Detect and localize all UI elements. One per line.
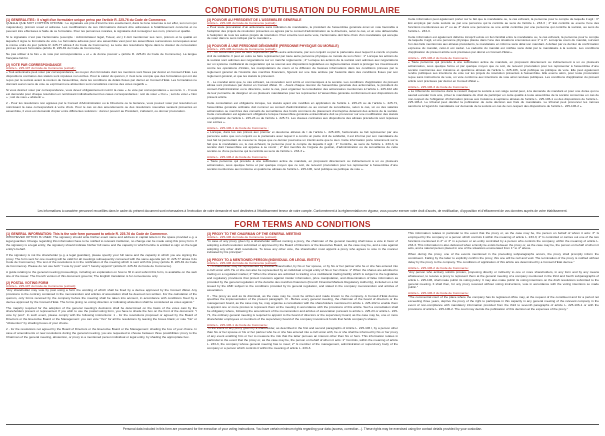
section-body-text: Cette information peut également porter sur le fait que le mandataire ou, le cas échéant, la personne pour le compte de laquelle il agit : 3° Est employé par cette société ou par une personne qui la contrôle au sens de l'article L. 233-3 ; 4° Est contrôlé ou exerce l'une des fonctions mentionnées au 2° ou au 3° dans une personne ou une entité contrôlée par une personne qui contrôle la société, au sens de l'article L. 233-3. bbox=[408, 18, 599, 33]
title-french: CONDITIONS D'UTILISATION DU FORMULAIRE bbox=[204, 5, 401, 15]
section-body-text: Ne pas utiliser à la fois « Je vote par correspondance » et « Je donne pouvoir » (article R. 225-81 du Code de Commerce). La langue française fait foi. bbox=[6, 52, 197, 61]
french-privacy-note: Les informations à caractère personnel recueillies dans le cadre du présent document sont nécessaires à l'exécution de votre demande et sont destinées à l'établissement teneur de votre compte. Conformément à la réglementation en vigueur, vous pouvez exercer votre droit d'accès, de rectification, d'opposition et d'effacement de vos données auprès de votre établissement. bbox=[37, 209, 568, 213]
terms-section bbox=[408, 86, 599, 109]
terms-section bbox=[207, 81, 398, 100]
section-body-text: WHICHEVER OPTION IS USED: The signatory should write his/her exact name and address in capital letters in the space provided e.g. a legal guardian: Change regarding this information have to be notified to relevant institution, no change can be made using this proxy form. If the signatory is a legal entity, the signatory should indicate his/her full name and the capacity in which he/she is entitled to sign on the legal entity's behalf. bbox=[6, 235, 197, 251]
article-reference: Article L. 225-106-1 du Code de Commerce : bbox=[207, 126, 269, 131]
section-body-text: « I. - Un actionnaire peut se faire représenter par un autre actionnaire, par son conjoint ou par le partenaire avec lequel il a conclu un pacte civil de solidarité. Il peut en outre se faire représenter par toute autre personne physique ou morale de son choix : 1° Lorsque les actions de la société sont admises aux négociations sur un marché réglementé ; 2° Lorsque les actions de la société sont admises aux négociations sur un système multilatéral de négociation qui se soumet aux dispositions législatives ou réglementaires visant à protéger les investisseurs contre les opérations d'initiés, les manipulations de cours et la diffusion de fausses informations dans les conditions prévues par le règlement général de l'Autorité des marchés financiers, figurant sur une liste arrêtée par l'autorité dans des conditions fixées par son règlement général, et que les statuts le prévoient. bbox=[207, 50, 398, 78]
section-body-text: II - The proxy as well as its dismissal, as the case may be, must be written and made known to the company. A Conseil d'Etat decree specifies the implementation of the present paragraph. III - Before every general meeting, the chairman of the board of directors or the management board, as the case may be, may organise a consultation with the shareholders mentioned in article L. 225-102 to enable them to appoint one or more proxies to represent them at the meeting in accordance with the provisions of this article. Such a consultation shall be obligatory where, following the amendment of the memorandum and articles of association pursuant to article L. 225-23 or article L. 225-71, the ordinary general meeting is required to appoint to the board of directors or the supervisory board, as the case may be, one or more shareholder employees or members of the supervisory board of the company investment funds that holds company's shares. bbox=[207, 293, 398, 321]
section-body-text: The majority required for the adoption of the general meeting's decisions shall be determined on the basis of the votes cast by the shareholders present or represented. If you wish to use the postal voting form, you have to shade the box on the front of the document: "I vote by post". In such event, please comply with the following instructions: 1 - for the resolutions proposed or agreed by the Board of Directors or the Executive Board or the Management: you can vote "Yes" for all the resolutions by leaving the boxes blank; or vote "No" or "Abstention" by shading boxes of your choice. bbox=[6, 305, 197, 325]
section-body-text: 2 - Pour les résolutions non agréées par le Conseil d'Administration ou le Directoire ou la Gérance, vous pouvez voter par résolution en noircissant la case correspondant à votre choix. Pour le cas où des amendements ou des résolutions nouvelles seraient présentés en assemblée, il vous est demandé d'opter entre différentes solutions : donner pouvoir au Président, s'abstenir, ou donner procuration. bbox=[6, 101, 197, 114]
terms-section bbox=[408, 292, 599, 311]
section-heading: (2) VOTE PAR CORRESPONDANCE bbox=[6, 63, 62, 68]
section-heading: (1) GENERALITES : Il s'agit d'un formulaire unique prévu par l'article R. 225-76 du Code de Commerce. bbox=[6, 18, 167, 22]
section-body-text: Cette consultation est obligatoire lorsque, les statuts ayant été modifiés en application de l'article L. 225-23 ou de l'article L. 225-71, l'assemblée générale ordinaire doit nommer au conseil d'administration ou au conseil de surveillance, selon le cas, un ou des salariés actionnaires ou membres des conseils de surveillance des fonds communs de placement d'entreprise détenant des actions de la société. Cette consultation est également obligatoire lorsque l'assemblée générale extraordinaire doit se prononcer sur une modification des statuts en application de l'article L. 225-23 ou de l'article L. 225-71. Les clauses contraires aux dispositions des alinéas précédents sont réputées non écrites ». bbox=[207, 100, 398, 125]
article-reference: Article L. 225-106-3 du Code de Commerce : bbox=[408, 85, 470, 90]
terms-section bbox=[207, 295, 398, 322]
french-column-1 bbox=[6, 18, 197, 208]
article-reference: Article L. 225-107 du Code de Commerce (extract): bbox=[6, 284, 77, 289]
article-reference: Article L. 225-106-2 du Code de Commerce : bbox=[408, 55, 470, 60]
terms-section bbox=[408, 232, 599, 251]
terms-section bbox=[6, 328, 197, 340]
divider-bottom bbox=[6, 424, 599, 425]
terms-section bbox=[408, 267, 599, 290]
section-body-text: "The commercial court of the place where the company has its registered office may, at the request of the constituent and for a period not exceeding three years, deprive the proxy of the right to participate in this capacity in any general meeting of the relevant company in the event of non-compliance with mandatory information provided from the third to seventh paragraphs of article L. 225-106-1 or with the provisions of article L. 225-106-2. The court may decide the publication of this decision at the expenses of the proxy." bbox=[408, 295, 599, 311]
terms-section bbox=[6, 254, 197, 269]
divider-top bbox=[6, 15, 599, 16]
section-heading: (4) POUVOIR À UNE PERSONNE DÉNOMMÉE (PERSONNE PHYSIQUE OU MORALE) bbox=[207, 43, 339, 48]
french-column-2 bbox=[207, 18, 398, 208]
section-body-text: « Tout actionnaire peut voter par correspondance, au moyen d'un formulaire dont les mentions sont fixées par décret en Conseil d'Etat. Les dispositions contraires des statuts sont réputées non écrites. Pour le calcul du quorum, il n'est tenu compte que des formulaires qui ont été reçus par la société avant la réunion de l'assemblée, dans les conditions de délais fixées par décret en Conseil d'Etat. Les formulaires ne donnant aucun sens de vote ou exprimant une abstention sont considérés comme des votes négatifs ». bbox=[6, 70, 197, 86]
terms-section bbox=[408, 36, 599, 55]
terms-section bbox=[207, 232, 398, 255]
section-body-text: Si vous désirez voter par correspondance, vous devez obligatoirement noircir la case « Je vote par correspondance » au recto. 1 - Il vous est demandé pour chaque résolution en noircissant individuellement les cases correspondantes : soit de voter « Oui » ; soit de voter « Non » ; soit de vous « abstenir ». bbox=[6, 87, 197, 100]
terms-section bbox=[6, 63, 197, 86]
section-heading: (1) GENERAL INFORMATION: This is the sole form pursuant to article R. 225-76 du Code de Commerce. bbox=[6, 232, 168, 236]
article-reference: Article L. 225-106-2 du Code de Commerce : bbox=[207, 155, 269, 160]
terms-section bbox=[6, 53, 197, 61]
section-heading: (4) PROXY TO A MENTIONED PERSON (INDIVIDUAL OR LEGAL ENTITY) bbox=[207, 257, 320, 262]
english-column-3 bbox=[408, 232, 599, 422]
title-english: FORM TERMS AND CONDITIONS bbox=[234, 219, 371, 229]
article-reference: Article L. 225-106-2 du Code de Commerce: bbox=[408, 266, 469, 271]
section-heading: (2) POSTAL VOTING FORM bbox=[6, 281, 49, 286]
english-column-1 bbox=[6, 232, 197, 422]
section-heading: (3) POUVOIR AU PRÉSIDENT DE L'ASSEMBLÉE GÉNÉRALE bbox=[207, 18, 302, 22]
section-body-text: This information relates in particular to the event that the proxy or, as the case may be, the person on behalf of whom it acts: 3° Is employed by the company or a person which controls it within the meaning of article L. 233-3; 4° Is controlled or carries out one of the two functions mentioned in 2° or 3° in a person or an entity controlled by a person who controls the company, within the meaning of article L. 233-3. This information is also delivered when a family tie exists between the proxy or, as the case may be, the person on behalf of whom it acts, and a natural person placed in one of the situations enumerated from 1° to 4° above. bbox=[408, 232, 599, 251]
terms-section bbox=[207, 156, 398, 171]
terms-section bbox=[207, 258, 398, 293]
section-body-text: If the signatory is not the shareholder (e.g. a legal guardian), please specify your full name and the capacity in which you are signing the proxy. The form sent for one meeting will be valid for all meetings subsequently convened with the same agenda (art. R. 225-77 alinéa 3 du Code de Commerce). The text of the resolutions is in the notification of the meeting which is sent with this proxy (article R. 225-81 du Code de Commerce). Please do not use both "I vote by post" and "I hereby appoint" (article R. 225-81 du Code de Commerce). bbox=[6, 252, 197, 269]
section-body-text: Cette information est également délivrée lorsqu'il existe un lien familial entre le mandataire ou, le cas échéant, la personne pour le compte de laquelle il agit, et une personne physique placée dans l'une des situations énumérées aux 1° à 4°. Lorsqu'au cours du mandat, survient l'un des faits mentionnés aux alinéas précédents, le mandataire en informe sans délai son mandant. A défaut par ce dernier de confirmation expresse du mandat, celui-ci est caduc. La caducité du mandat est notifiée sans délai par le mandataire à la société. Les conditions d'application du présent article sont précisées par décret en Conseil d'Etat ». bbox=[408, 34, 599, 54]
terms-section bbox=[207, 127, 398, 154]
terms-section bbox=[6, 89, 197, 101]
article-reference: Article L. 225-106 du Code de Commerce (extract): bbox=[207, 235, 278, 240]
terms-section bbox=[408, 18, 599, 33]
divider-middle bbox=[6, 216, 599, 217]
section-body-text: A guide relating to the general meeting proceedings, including an explanation on how to fill in and submit this form, is available on the web site of the issuer. The French version of this document governs; The English translation is for convenience only. bbox=[6, 270, 197, 279]
terms-section bbox=[408, 253, 599, 265]
terms-section bbox=[6, 232, 197, 251]
terms-section bbox=[6, 271, 197, 279]
english-privacy-note: Personal data included in this form are processed for the execution of your voting instructions. You have certain minimum rights regarding your data (access, correction...). These rights may be exercised using the contact details provided by your custodian. bbox=[122, 427, 483, 431]
section-body-text: « Toute personne qui procède à une sollicitation active de mandats, en proposant directement ou indirectement à un ou plusieurs actionnaires, sous quelque forme et par quelque moyen que ce soit, de recevoir procuration pour les représenter à l'assemblée d'une société mentionnée aux troisième et quatrième alinéas de l'article L. 225-106, rend publique sa politique de vote ». bbox=[207, 159, 398, 171]
section-body-text: When during the proxy, one of the events mentioned in the preceding subparagraphs occurs, the proxy shall promptly inform the constituent. Failing by the latter to explicitly confirm the proxy, this one will be null and void. The termination of the proxy is notified without delay by the proxy to the company. The conditions of application of this article are determined by a Conseil d'Etat decree." bbox=[408, 252, 599, 265]
english-column-2 bbox=[207, 232, 398, 422]
terms-section bbox=[6, 307, 197, 326]
terms-section bbox=[207, 324, 398, 351]
section-body-text: Si le signataire n'est pas l'actionnaire (exemple : Administrateur légal, Tuteur, etc.) il doit mentionner ses nom, prénom et la qualité en laquelle il signe le formulaire de vote. Le formulaire adressé pour une assemblée vaut pour les assemblées successives convoquées avec le même ordre du jour (article R. 225-77 alinéa 3 du Code de Commerce). Le texte des résolutions figure dans le dossier de convocation joint au présent formulaire (article R. 225-81 du Code de Commerce). bbox=[6, 34, 197, 51]
terms-section bbox=[6, 281, 197, 304]
section-body-text: « Toute personne qui procède à une sollicitation active de mandats, en proposant directement ou indirectement à un ou plusieurs actionnaires, sous quelque forme et par quelque moyen que ce soit, de recevoir procuration pour les représenter à l'assemblée d'une société mentionnée aux troisième et quatrième alinéas de l'article L. 225-106, rend publique sa politique de vote. Elle peut également rendre publiques ses intentions de vote sur les projets de résolution présentés à l'assemblée. Elle exerce alors, pour toute procuration reçue sans instructions de vote, un vote conforme aux intentions de vote ainsi rendues publiques. Les conditions d'application du présent article sont précisées par décret en Conseil d'Etat ». bbox=[408, 59, 599, 84]
terms-section bbox=[207, 44, 398, 79]
article-reference: Article L. 225-107 du Code de Commerce (extrait) : bbox=[6, 66, 77, 71]
section-body-text: II. - Le mandat ainsi que, le cas échéant, sa révocation sont écrits et communiqués à la société. Les conditions d'application du présent alinéa sont précisées par décret en Conseil d'Etat. III. - Avant chaque réunion de l'assemblée générale des actionnaires, le président du conseil d'administration ou le directoire, selon le cas, peut organiser la consultation des actionnaires mentionnés à l'article L. 225-102 afin de leur permettre de désigner un ou plusieurs mandataires pour les représenter à l'assemblée générale conformément aux dispositions du présent article. bbox=[207, 79, 398, 99]
section-body-text: "In case of any proxy given by a shareholder without naming a proxy, the chairman of the general meeting shall issue a vote in favor of adopting a draft resolution submitted or approved by the Board of Directors or the Executive Board, as the case may be, and a vote against adopting any other draft resolutions. To issue any other vote, the shareholder must appoint a proxy who agrees to vote in the manner indicated by his principal." bbox=[207, 238, 398, 255]
section-body-text: QUELLE QUE SOIT L'OPTION CHOISIE : Le signataire est prié d'inscrire très exactement, dans la zone réservée à cet effet, son nom (en majuscules), prénom usuel et adresse. Les modifications de ces informations doivent être adressées à l'établissement concerné et ne peuvent être effectuées à l'aide de ce formulaire. Pour les personnes morales, le signataire doit renseigner ses nom, prénom et qualité. bbox=[6, 21, 197, 33]
article-reference: Article L. 225-106-3 du Code de Commerce: bbox=[408, 291, 469, 296]
terms-section bbox=[207, 18, 398, 41]
terms-section bbox=[6, 18, 197, 34]
terms-section bbox=[6, 36, 197, 51]
section-body-text: « Lorsque, dans les cas prévus aux premier et deuxième alinéas du I de l'article L. 225-106, l'actionnaire se fait représenter par une personne autre que son conjoint ou le partenaire avec lequel il a conclu un pacte civil de solidarité, il est informé par son mandataire de tout fait lui permettant de mesurer le risque que ce dernier poursuive un intérêt autre que le sien. Cette information porte notamment sur le fait que le mandataire ou, le cas échéant, la personne pour le compte de laquelle il agit : 1° Contrôle, au sens de l'article L. 233-3, la société dont l'assemblée est appelée à se réunir ; 2° Est membre de l'organe de gestion, d'administration ou de surveillance de cette société ou d'une personne qui la contrôle au sens de l'article L. 233-3 ». bbox=[207, 130, 398, 154]
terms-section bbox=[408, 57, 599, 84]
divider-english bbox=[6, 229, 599, 230]
article-reference: Article L. 225-106 du Code de Commerce (extrait) : bbox=[207, 21, 278, 26]
terms-section bbox=[6, 102, 197, 114]
section-body-text: "I - A shareholder may be represented by another shareholder, by his or her spouse, or by his or her partner who he or she has entered into a civil union with. He or she can also be represented by an individual or legal entity of his or her choice: 1° When the shares are admitted to trading on a regulated market; 2° When the shares are admitted to trading on a multilateral trading facility which is subject to the legislative and regulatory provisions that protect investors against insider information, price manipulation, and dissemination of false information as provided by the general regulation of the Autorité des marchés financiers (French Financial Markets Regulatory Authority), included on a list issued by the AMF subject to the conditions provided by its general regulation, and stated in the company memorandum and articles of association. bbox=[207, 264, 398, 292]
section-heading: (3) PROXY TO THE CHAIRMAN OF THE GENERAL MEETING bbox=[207, 232, 302, 236]
section-body-text: "Any shareholder may vote by post using a form the wording of which shall be fixed by a decree approved by the Conseil d'Etat. Any provisions to the contrary contained in the memorandum and articles of association shall be deemed non-written. For the calculation of the quorum, only forms received by the company before the meeting shall be taken into account, in accordance with conditions fixed by a decree approved by the Conseil d'Etat. The forms giving no voting direction or indicating abstention shall be considered as votes against." bbox=[6, 288, 197, 304]
section-body-text: « Pour toute procuration d'un actionnaire sans indication de mandataire, le président de l'assemblée générale émet un vote favorable à l'adoption des projets de résolution présentés ou agréés par le conseil d'administration ou le directoire, selon le cas, et un vote défavorable à l'adoption de tous les autres projets de résolution. Pour émettre tout autre vote, l'actionnaire doit faire choix d'un mandataire qui accepte de voter dans le sens indiqué par le mandant ». bbox=[207, 24, 398, 41]
section-body-text: "In the event of any proxy given by a shareholder, as described in the first and second paragraphs of Article L. 225-106 I, by a person other than his or her spouse or his or her partner who he or she has entered into a civil union with, he or she shall be informed by his or her proxy of any event enabling him or her to measure the risk that the latter pursues an interest other than his or hers. This information relates in particular to the event that the proxy or, as the case may be, the person on behalf of whom it acts: 1° Controls, within the meaning of article L. 233-3, the company whose general meeting has to meet; 2° Is member of the management, administration or supervisory body of the company or a person which controls it within the meaning of article L. 233-3. bbox=[207, 326, 398, 350]
terms-section bbox=[207, 102, 398, 125]
article-reference: Article L. 225-106 du Code de Commerce (extrait) : bbox=[207, 46, 278, 51]
section-body-text: « Le tribunal de commerce dans le ressort duquel la société a son siège social peut, à la demande du mandant et pour une durée qui ne saurait excéder trois ans, priver le mandataire du droit de participer en cette qualité à toute assemblée de la société concernée en cas de non-respect de l'obligation d'information prévue aux troisième à septième alinéas de l'article L. 225-106-1 ou des dispositions de l'article L. 225-106-2. Le tribunal peut décider la publication de cette décision aux frais du mandataire. Le tribunal peut prononcer les mêmes sanctions à l'égard du mandataire sur demande de la société en cas de non-respect des dispositions de l'article L. 225-106-2 ». bbox=[408, 88, 599, 109]
section-body-text: 2 - for the resolutions not agreed by the Board of Directors or the Executive Board or the Management: shading the box of your choice. In case of amendments or new resolutions during the general meeting, you are requested to choose between three possibilities: proxy to the Chairman of the general meeting, abstention, or proxy to a mentioned person individual or legal entity, by shading the appropriate box. bbox=[6, 327, 197, 339]
article-reference: Article L. 225-106-1 du Code de Commerce: bbox=[207, 322, 268, 327]
section-body-text: "Any person who actively solicits proxies, proposing directly or indirectly to one or more shareholders, in any form and by any means whatsoever, to receive a proxy to represent them at the general meeting of a company mentioned in the third and fourth subparagraphs of article L. 225-106, shall make public its voting policy. It may also make public its voting intentions on the draft resolutions submitted to the general meeting. It shall then, for any proxy received without voting instructions, vote in accordance with the voting intentions so made public." bbox=[408, 269, 599, 290]
article-reference: Article L. 225-106 du Code de Commerce (extract): bbox=[207, 260, 278, 265]
french-column-3 bbox=[408, 18, 599, 208]
